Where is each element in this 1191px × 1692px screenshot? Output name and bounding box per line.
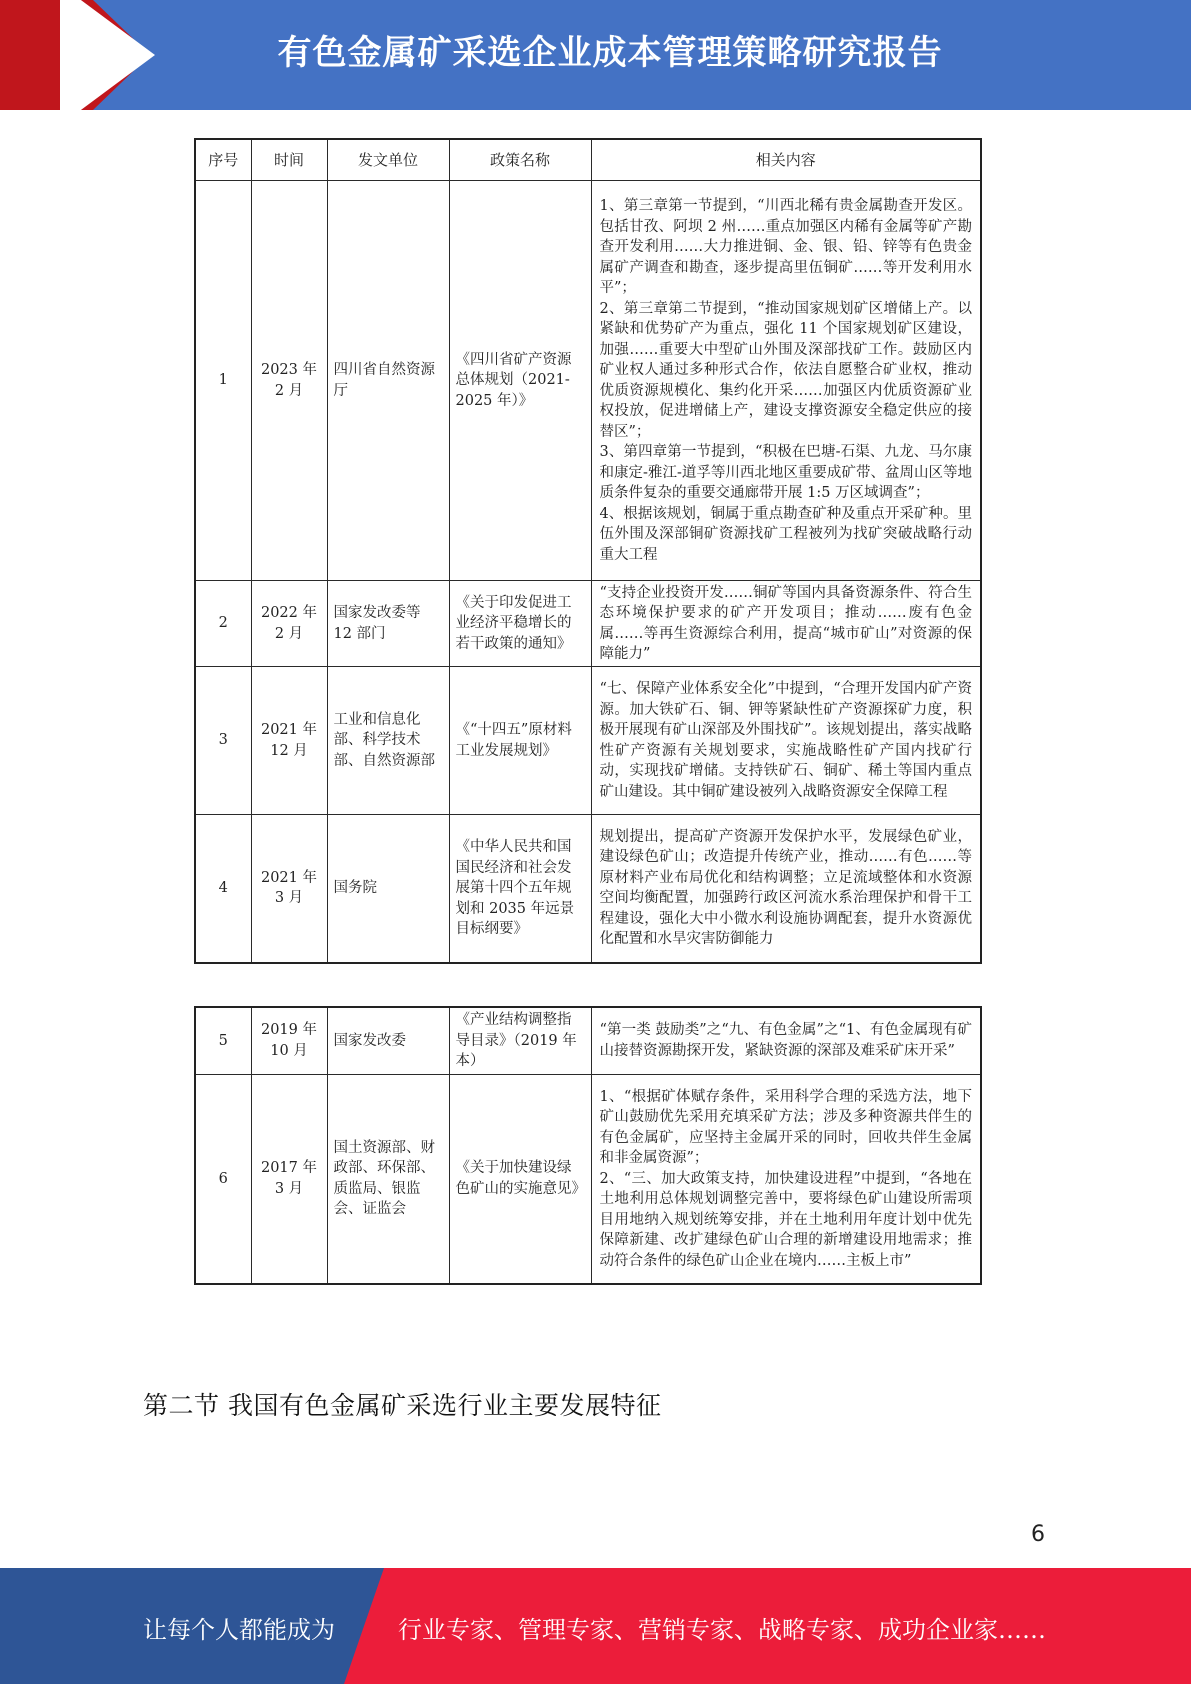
- header-banner: [0, 0, 1191, 110]
- table-row: [195, 581, 981, 667]
- page-title: 有色金属矿采选企业成本管理策略研究报告: [277, 33, 943, 73]
- table-header-row: [195, 139, 981, 181]
- table-row: [195, 1007, 981, 1074]
- row-policy-name: 《“十四五”原材料工业发展规划》: [449, 667, 591, 815]
- table-row: [195, 181, 981, 581]
- row-policy-name: 《关于印发促进工业经济平稳增长的若干政策的通知》: [449, 581, 591, 667]
- row-policy-name: 《中华人民共和国国民经济和社会发展第十四个五年规划和 2035 年远景目标纲要》: [449, 815, 591, 963]
- column-header-time: 时间: [251, 139, 327, 181]
- row-content: “支持企业投资开发……铜矿等国内具备资源条件、符合生态环境保护要求的矿产开发项目；推动……废有色金属……等再生资源综合利用，提高“城市矿山”对资源的保障能力”: [591, 581, 981, 667]
- policy-table-part-2: [194, 1006, 980, 1285]
- row-policy-name: 《产业结构调整指导目录》（2019 年本）: [449, 1007, 591, 1074]
- table-row: [195, 1074, 981, 1284]
- policy-table-part-1: [194, 138, 980, 964]
- row-issuer: 国家发改委等 12 部门: [327, 581, 449, 667]
- row-content: 规划提出，提高矿产资源开发保护水平，发展绿色矿业，建设绿色矿山；改造提升传统产业，推动……有色……等原材料产业布局优化和结构调整；立足流域整体和水资源空间均衡配置，加强跨行政区河流水系治理保护和骨干工程建设，强化大中小微水利设施协调配套，提升水资源优化配置和水旱灾害防御能力: [591, 815, 981, 963]
- row-time: 2021 年 12 月: [251, 667, 327, 815]
- row-number: 3: [195, 667, 251, 815]
- column-header-policy: 政策名称: [449, 139, 591, 181]
- row-number: 5: [195, 1007, 251, 1074]
- section-heading: 第二节 我国有色金属矿采选行业主要发展特征: [143, 1391, 662, 1420]
- footer-banner: [0, 1568, 1191, 1684]
- row-time: 2021 年 3 月: [251, 815, 327, 963]
- row-policy-name: 《四川省矿产资源总体规划（2021-2025 年）》: [449, 181, 591, 581]
- row-time: 2022 年 2 月: [251, 581, 327, 667]
- policy-table: [194, 138, 982, 964]
- policy-table-continued: [194, 1006, 982, 1285]
- row-number: 4: [195, 815, 251, 963]
- row-content: “七、保障产业体系安全化”中提到，“合理开发国内矿产资源。加大铁矿石、铜、钾等紧缺性矿产资源探矿力度，积极开展现有矿山深部及外围找矿”。该规划提出，落实战略性矿产资源有关规划要求，实施战略性矿产国内找矿行动，实现找矿增储。支持铁矿石、铜矿、稀土等国内重点矿山建设。其中铜矿建设被列入战略资源安全保障工程: [591, 667, 981, 815]
- column-header-issuer: 发文单位: [327, 139, 449, 181]
- row-issuer: 工业和信息化部、科学技术部、自然资源部: [327, 667, 449, 815]
- row-issuer: 四川省自然资源厅: [327, 181, 449, 581]
- column-header-content: 相关内容: [591, 139, 981, 181]
- row-issuer: 国家发改委: [327, 1007, 449, 1074]
- row-content: “第一类 鼓励类”之“九、有色金属”之“1、有色金属现有矿山接替资源勘探开发，紧缺资源的深部及难采矿床开采”: [591, 1007, 981, 1074]
- footer-slogan-left: 让每个人都能成为: [143, 1616, 335, 1644]
- row-content: 1、第三章第一节提到，“川西北稀有贵金属勘查开发区。包括甘孜、阿坝 2 州……重点加强区内稀有金属等矿产勘查开发利用……大力推进铜、金、银、铅、锌等有色贵金属矿产调查和勘查，逐步提高里伍铜矿……等开发利用水平”； 2、第三章第二节提到，“推动国家规划矿区增储上产。以紧缺和优势矿产为重点，强化 11 个国家规划矿区建设，加强……重要大中型矿山外围及深部找矿工作。鼓励区内矿业权人通过多种形式合作，依法自愿整合矿业权，推动优质资源规模化、集约化开采……加强区内优质资源矿业权投放，促进增储上产，建设支撑资源安全稳定供应的接替区”； 3、第四章第一节提到，“积极在巴塘-石渠、九龙、马尔康和康定-雅江-道孚等川西北地区重要成矿带、盆周山区等地质条件复杂的重要交通廊带开展 1:5 万区域调查”； 4、根据该规划，铜属于重点勘查矿种及重点开采矿种。里伍外围及深部铜矿资源找矿工程被列为找矿突破战略行动重大工程: [591, 181, 981, 581]
- row-time: 2019 年 10 月: [251, 1007, 327, 1074]
- row-number: 2: [195, 581, 251, 667]
- page-number: 6: [1031, 1522, 1045, 1547]
- row-time: 2023 年 2 月: [251, 181, 327, 581]
- row-number: 1: [195, 181, 251, 581]
- column-header-no: 序号: [195, 139, 251, 181]
- row-issuer: 国土资源部、财政部、环保部、质监局、银监会、证监会: [327, 1074, 449, 1284]
- row-content: 1、“根据矿体赋存条件，采用科学合理的采选方法，地下矿山鼓励优先采用充填采矿方法；涉及多种资源共伴生的有色金属矿，应坚持主金属开采的同时，回收共伴生金属和非金属资源”； 2、“三、加大政策支持，加快建设进程”中提到，“各地在土地利用总体规划调整完善中，要将绿色矿山建设所需项目用地纳入规划统筹安排，并在土地利用年度计划中优先保障新建、改扩建绿色矿山合理的新增建设用地需求；推动符合条件的绿色矿山企业在境内……主板上市”: [591, 1074, 981, 1284]
- table-row: [195, 667, 981, 815]
- row-policy-name: 《关于加快建设绿色矿山的实施意见》: [449, 1074, 591, 1284]
- footer-slogan-right: 行业专家、管理专家、营销专家、战略专家、成功企业家……: [398, 1616, 1046, 1644]
- row-time: 2017 年 3 月: [251, 1074, 327, 1284]
- row-number: 6: [195, 1074, 251, 1284]
- table-row: [195, 815, 981, 963]
- row-issuer: 国务院: [327, 815, 449, 963]
